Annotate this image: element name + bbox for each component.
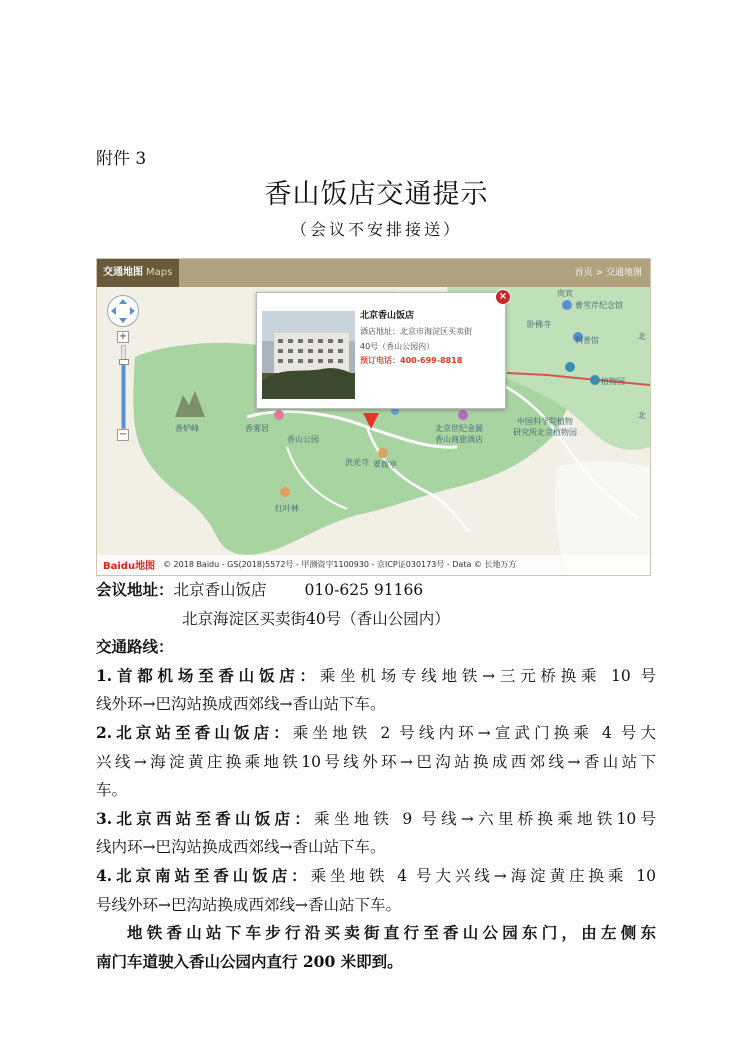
route-3-line2: 线内环→巴沟站换成西郊线→香山站下车。	[96, 838, 386, 857]
svg-text:Baidu地图: Baidu地图	[103, 561, 156, 572]
poi-icon	[280, 487, 290, 497]
final-note-line1: 地铁香山站下车步行沿买卖街直行至香山公园东门，由左侧东	[127, 923, 656, 943]
routes-label: 交通路线：	[96, 637, 174, 657]
map-header	[97, 259, 650, 288]
hotel-poi-icon	[458, 410, 468, 420]
route-2-head: 2.北京站至香山饭店：	[96, 722, 293, 742]
route-1-text: 乘坐机场专线地铁→三元桥换乘 10 号	[319, 666, 656, 685]
map-label-bei2: 北	[638, 332, 646, 341]
zoom-control[interactable]	[117, 331, 129, 441]
map-copyright: © 2018 Baidu - GS(2018)5572号 - 甲测资字1100930 - 京ICP证030173号 - Data © 长地万方	[163, 560, 517, 569]
route-3-line1	[96, 805, 656, 834]
final-note-line2: 南门车道驶入香山公园内直行 200 米即到。	[96, 951, 403, 971]
zoom-out-button[interactable]: −	[118, 429, 128, 440]
page-subtitle: （会议不安排接送）	[290, 220, 462, 239]
metro-station-icon	[565, 362, 575, 372]
address-phone: 010-625 91166	[304, 581, 424, 599]
poi-icon	[562, 300, 572, 310]
route-2-text: 乘坐地铁 2 号线内环→宣武门换乘 4 号大	[292, 723, 657, 742]
hotel-photo	[262, 311, 355, 399]
traffic-map[interactable]	[96, 258, 651, 576]
zoom-in-button[interactable]: +	[118, 331, 128, 342]
route-1-line1	[96, 662, 656, 691]
pan-arrows-icon	[108, 296, 138, 326]
zoom-level-fill	[122, 361, 125, 428]
poi-icon	[378, 448, 388, 458]
poi-icon	[274, 410, 284, 420]
page-title: 香山饭店交通提示	[264, 179, 489, 210]
map-label-shanglu: 香山商旅酒店	[435, 435, 483, 444]
map-label-shijijinyuan: 北京世纪金源	[435, 424, 483, 433]
map-label-xiangshan-park: 香山公园	[287, 435, 319, 444]
breadcrumb[interactable]: 首页 > 交通地图	[574, 268, 642, 278]
route-2-line2: 兴线→海淀黄庄换乘地铁10号线外环→巴沟站换成西郊线→香山站下	[96, 752, 656, 771]
map-label-wofosi: 卧佛寺	[527, 320, 551, 329]
map-label-hongguang: 洪光寺	[345, 458, 369, 467]
map-label-bei: 北	[638, 411, 646, 420]
route-4-line2: 号线外环→巴沟站换成西郊线→香山站下车。	[96, 895, 401, 914]
route-1-line2: 线外环→巴沟站换成西郊线→香山站下车。	[96, 695, 386, 714]
address-street: 北京海淀区买卖街40号（香山公园内）	[182, 609, 450, 628]
route-4-line1	[96, 862, 656, 891]
popup-address-line1: 酒店地址：北京市海淀区买卖街	[360, 327, 472, 336]
route-2-line1	[96, 719, 656, 748]
address-venue: 北京香山饭店	[173, 581, 267, 599]
attachment-label: 附件 3	[96, 149, 147, 169]
metro-station-icon	[590, 375, 600, 385]
zoom-slider[interactable]	[121, 345, 126, 429]
route-2-line3: 车。	[96, 781, 128, 800]
map-label-cas2: 研究所北京植物园	[513, 428, 577, 437]
baidu-logo	[103, 557, 157, 573]
zoom-thumb[interactable]	[119, 359, 129, 365]
map-label-xiangwuju: 香雾居	[245, 424, 269, 433]
pan-control[interactable]	[107, 295, 139, 327]
address-line	[96, 576, 656, 605]
route-4-text: 乘坐地铁 4 号大兴线→海淀黄庄换乘 10	[310, 866, 657, 885]
route-4-head: 4.北京南站至香山饭店：	[96, 865, 311, 885]
popup-hotel-name: 北京香山饭店	[360, 311, 415, 321]
route-1-head: 1.首都机场至香山饭店：	[96, 665, 320, 685]
popup-address	[360, 324, 500, 354]
map-label-kexue: 科普馆	[575, 336, 599, 345]
map-label-xianglu: 香炉峰	[175, 424, 199, 433]
map-tab-en: Maps	[146, 267, 173, 278]
map-footer	[97, 555, 650, 575]
map-tab-label: 交通地图	[103, 267, 143, 278]
close-icon[interactable]: ×	[495, 289, 511, 305]
map-tab[interactable]	[97, 259, 179, 287]
popup-phone[interactable]: 预订电话：400-699-8818	[360, 356, 463, 365]
map-label-guibin: 贵宾	[557, 289, 573, 298]
route-3-text: 乘坐地铁 9 号线→六里桥换乘地铁10号	[314, 809, 656, 828]
hotel-popup	[256, 292, 506, 409]
popup-address-line2: 40号（香山公园内）	[360, 342, 435, 351]
map-label-cao: 曹雪芹纪念馆	[575, 301, 623, 310]
map-label-cas: 中国科学院植物	[517, 417, 573, 426]
map-label-hongyelin: 红叶林	[275, 504, 299, 513]
route-3-head: 3.北京西站至香山饭店：	[96, 808, 315, 828]
map-label-cuiwei: 翠微亭	[373, 460, 397, 469]
address-label: 会议地址：	[96, 580, 174, 599]
document-body	[96, 576, 656, 976]
map-label-zhiwuyuan: 植物园	[601, 377, 625, 386]
